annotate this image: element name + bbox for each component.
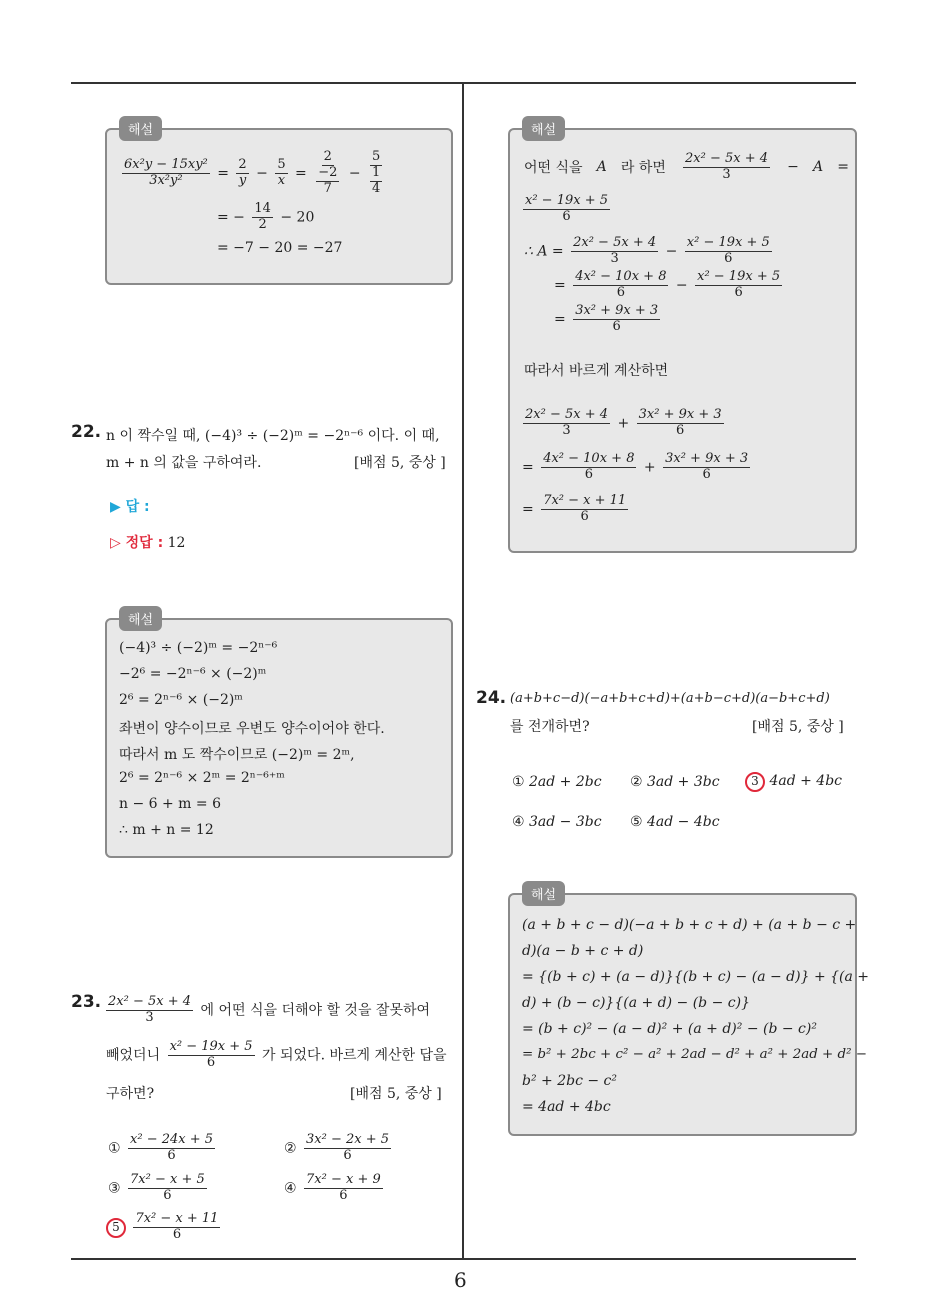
solution-22-line: ∴ m + n = 12 <box>119 822 214 838</box>
solution-23-line-4: = $\frac{\text{4x² − 10x + 8}}{6}$ − $\frac{\text{x² − 19x + 5}}{6}$ <box>554 269 781 300</box>
solution-24-line: = 4ad + 4bc <box>522 1099 611 1115</box>
selected-circle-icon: 5 <box>106 1218 126 1238</box>
correct-answer: ▷ 정답 : 12 <box>110 535 186 551</box>
solution-24-line: = (b + c)² − (a − d)² + (a + d)² − (b − c)² <box>522 1021 817 1037</box>
solution-21-line-1: $\frac{\text{6x²y − 15xy²}}{\text{3x²y²}}$ = $\frac{2}{y}$ − $\frac{5}{x}$ = $\frac{2}{\frac{-2}{7}}$ − $\frac{5}{\frac{1}{4}}$ <box>124 149 381 196</box>
question-22-line-2: m + n 의 값을 구하여라. <box>106 455 262 471</box>
solution-24-line: d) + (b − c)}{(a + d) − (b − c)} <box>522 995 750 1011</box>
question-24-number: 24. <box>476 688 507 708</box>
solution-tag: 해설 <box>119 116 162 141</box>
question-22-line-1: n 이 짝수일 때, (−4)³ ÷ (−2)ᵐ = −2ⁿ⁻⁶ 이다. 이 때, <box>106 428 440 444</box>
column-divider <box>462 83 464 1258</box>
option-1[interactable]: ① $\frac{\text{x² − 24x + 5}}{6}$ <box>108 1132 214 1163</box>
question-24-line-1: (a+b+c−d)(−a+b+c+d)+(a+b−c+d)(a−b+c+d) <box>510 691 830 706</box>
question-23-line-1: $\frac{\text{2x² − 5x + 4}}{3}$ 에 어떤 식을 더해야 할 것을 잘못하여 <box>108 994 431 1025</box>
solution-23-line-9: = $\frac{\text{7x² − x + 11}}{6}$ <box>522 493 627 524</box>
solution-box-24 <box>508 888 870 1136</box>
page-number: 6 <box>454 1268 467 1292</box>
solution-21-line-2: = − $\frac{14}{2}$ − 20 <box>217 201 315 232</box>
solution-23-line-8: = $\frac{\text{4x² − 10x + 8}}{6}$ + $\frac{\text{3x² + 9x + 3}}{6}$ <box>522 451 749 482</box>
bottom-rule <box>71 1258 856 1260</box>
answer-label: ▶ 답 : <box>110 499 150 515</box>
option-4[interactable]: ④ $\frac{\text{7x² − x + 9}}{6}$ <box>284 1172 381 1203</box>
solution-box-21 <box>105 123 453 285</box>
solution-24-line: = b² + 2bc + c² − a² + 2ad − d² + a² + 2ad + d² − <box>522 1047 867 1062</box>
question-23-meta: [배점 5, 중상 ] <box>350 1086 442 1102</box>
solution-24-line: d)(a − b + c + d) <box>522 943 644 959</box>
solution-23-line-7: $\frac{\text{2x² − 5x + 4}}{3}$ + $\frac{\text{3x² + 9x + 3}}{6}$ <box>525 407 722 438</box>
solution-box-23 <box>508 123 857 553</box>
solution-24-line: (a + b + c − d)(−a + b + c + d) + (a + b − c + <box>522 917 857 933</box>
solution-tag: 해설 <box>119 606 162 631</box>
selected-circle-icon: 3 <box>745 772 765 792</box>
question-23-line-3: 구하면? <box>106 1086 155 1102</box>
question-23-number: 23. <box>71 992 102 1012</box>
option-5-selected[interactable]: 5 $\frac{\text{7x² − x + 11}}{6}$ <box>106 1212 223 1243</box>
question-24-line-2: 를 전개하면? <box>510 719 590 735</box>
solution-23-line-3: ∴ A = $\frac{\text{2x² − 5x + 4}}{3}$ − $\frac{\text{x² − 19x + 5}}{6}$ <box>524 235 770 266</box>
solution-23-line-1: 어떤 식을 A 라 하면 $\frac{\text{2x² − 5x + 4}}{3}$ − A = <box>524 151 849 182</box>
question-22-number: 22. <box>71 422 102 442</box>
option-3-selected[interactable]: 3 4ad + 4bc <box>745 772 842 792</box>
solution-21-line-3: = −7 − 20 = −27 <box>217 240 343 256</box>
solution-22-line: −2⁶ = −2ⁿ⁻⁶ × (−2)ᵐ <box>119 666 267 682</box>
option-5[interactable]: ⑤ 4ad − 4bc <box>630 814 720 830</box>
question-24-meta: [배점 5, 중상 ] <box>752 719 844 735</box>
solution-24-line: b² + 2bc − c² <box>522 1073 617 1089</box>
solution-tag: 해설 <box>522 116 565 141</box>
solution-22-line: (−4)³ ÷ (−2)ᵐ = −2ⁿ⁻⁶ <box>119 640 278 656</box>
solution-22-line: n − 6 + m = 6 <box>119 796 221 812</box>
solution-box-22 <box>105 613 453 858</box>
top-rule <box>71 82 856 84</box>
option-2[interactable]: ② 3ad + 3bc <box>630 774 720 790</box>
solution-24-line: = {(b + c) + (a − d)}{(b + c) − (a − d)} + {(a + <box>522 969 870 985</box>
solution-22-line: 따라서 m 도 짝수이므로 (−2)ᵐ = 2ᵐ, <box>119 747 355 763</box>
solution-tag: 해설 <box>522 881 565 906</box>
solution-23-line-2: $\frac{\text{x² − 19x + 5}}{6}$ <box>525 193 609 224</box>
question-22-meta: [배점 5, 중상 ] <box>354 455 446 471</box>
solution-22-line: 2⁶ = 2ⁿ⁻⁶ × (−2)ᵐ <box>119 692 243 708</box>
solution-23-line-5: = $\frac{\text{3x² + 9x + 3}}{6}$ <box>554 303 659 334</box>
option-4[interactable]: ④ 3ad − 3bc <box>512 814 602 830</box>
option-1[interactable]: ① 2ad + 2bc <box>512 774 602 790</box>
option-2[interactable]: ② $\frac{\text{3x² − 2x + 5}}{6}$ <box>284 1132 390 1163</box>
question-23-line-2: 빼었더니 $\frac{\text{x² − 19x + 5}}{6}$ 가 되었다. 바르게 계산한 답을 <box>106 1039 447 1070</box>
solution-22-line: 좌변이 양수이므로 우변도 양수이어야 한다. <box>119 721 385 737</box>
solution-23-line-6: 따라서 바르게 계산하면 <box>524 363 669 379</box>
option-3[interactable]: ③ $\frac{\text{7x² − x + 5}}{6}$ <box>108 1172 205 1203</box>
solution-22-line: 2⁶ = 2ⁿ⁻⁶ × 2ᵐ = 2ⁿ⁻⁶⁺ᵐ <box>119 770 285 786</box>
